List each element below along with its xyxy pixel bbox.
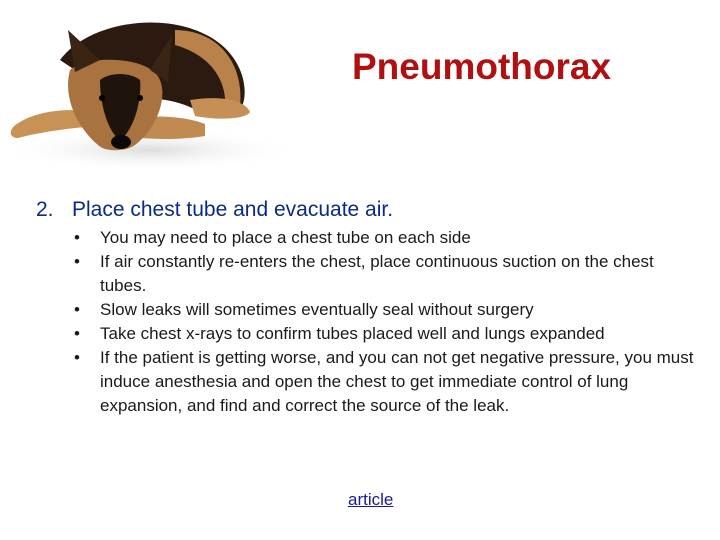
slide-title: Pneumothorax [352,46,612,87]
bullet-item: • You may need to place a chest tube on each side [74,226,694,250]
step-number: 2. [36,198,54,221]
bullet-item: • If the patient is getting worse, and you can not get negative pressure, you must induce anesthesia and open the chest to get immediate control of lung expansion, and find and correct the source of the leak. [74,346,694,418]
step-text: Place chest tube and evacuate air. [72,198,394,221]
bullet-list [74,226,694,418]
bullet-item: • Slow leaks will sometimes eventually seal without surgery [74,298,694,322]
step-heading [36,198,393,222]
article-link[interactable]: article [348,490,394,509]
bullet-item: • Take chest x-rays to confirm tubes placed well and lungs expanded [74,322,694,346]
bullet-item: • If air constantly re-enters the chest, place continuous suction on the chest tubes. [74,250,694,298]
german-shepherd-dog-image [0,0,300,170]
